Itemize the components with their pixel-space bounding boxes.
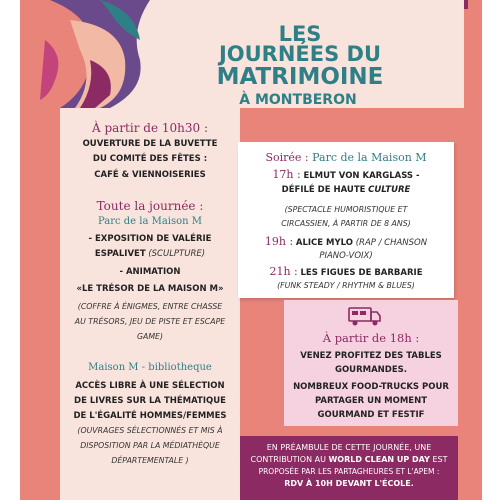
act2-time: 19h : xyxy=(264,235,294,248)
footer-cleanup-day: WORLD CLEAN UP DAY xyxy=(328,455,430,464)
footer-line4: RDV À 10H DEVANT L'ÉCOLE. xyxy=(284,479,414,488)
act1-desc1: (SPECTACLE HUMORISTIQUE ET xyxy=(284,205,408,214)
s1-line1: OUVERTURE DE LA BUVETTE xyxy=(82,139,218,149)
act2-genre: (RAP / CHANSON xyxy=(355,238,428,248)
act2-line2: PIANO-VOIX) xyxy=(319,251,373,261)
s1-time: À partir de 10h30 : xyxy=(92,121,208,135)
s3-line1: ACCÈS LIBRE À UNE SÉLECTION xyxy=(75,381,225,391)
s3-line6: DÉPARTEMENTALE ) xyxy=(111,456,189,465)
soiree-place: Parc de la Maison M xyxy=(312,151,427,164)
s2-line2 xyxy=(60,248,240,261)
s2-line7: GAME) xyxy=(136,332,164,341)
act3-genre: (FUNK STEADY / RHYTHM & BLUES) xyxy=(277,281,415,290)
s2-line3: - ANIMATION xyxy=(119,267,181,277)
women-faces-illustration xyxy=(40,0,158,108)
title-journees: JOURNÉES DU xyxy=(218,42,382,66)
s1-line3: CAFÉ & VIENNOISERIES xyxy=(94,170,206,180)
s1-line2: DU COMITÉ DES FÊTES : xyxy=(92,154,208,164)
act3-time: 21h : xyxy=(269,265,298,278)
act3-name: LES FIGUES DE BARBARIE xyxy=(300,268,423,278)
s2-line4: «LE TRÉSOR DE LA MAISON M» xyxy=(76,284,224,294)
s2-artist-medium: (SCULPTURE) xyxy=(148,249,206,259)
food-time: 18h : xyxy=(389,331,420,345)
act3-line1 xyxy=(238,266,454,280)
s2-heading: Toute la journée : xyxy=(96,199,204,213)
act1-show: DÉFILÉ DE HAUTE xyxy=(281,185,366,195)
act1-desc2: CIRCASSIEN, À PARTIR DE 8 ANS) xyxy=(281,219,411,228)
food-truck-icon xyxy=(348,305,382,327)
food-from-label: À partir de xyxy=(322,331,387,345)
s2-line1: - EXPOSITION DE VALÉRIE xyxy=(88,234,212,244)
s2-place: Parc de la Maison M xyxy=(97,216,203,227)
s3-line2: DE LIVRES SUR LA THÉMATIQUE xyxy=(74,396,226,406)
s3-line4: (OUVRAGES SÉLECTIONNÉS ET MIS À xyxy=(77,426,223,435)
footer-line3: PROPOSÉE PAR LES PARTAGHEURES ET L'APEM : xyxy=(258,467,440,476)
footer-est: EST xyxy=(432,455,448,464)
s3-line3: DE L'ÉGALITÉ HOMMES/FEMMES xyxy=(73,411,227,421)
footer-line2 xyxy=(240,455,458,466)
s3-line5: DISPOSITION PAR LA MÉDIATHÈQUE xyxy=(80,441,220,450)
food-heading xyxy=(284,332,458,345)
food-line3: NOMBREUX FOOD-TRUCKS POUR xyxy=(293,382,449,392)
s2-line5: (COFFRE À ÉNIGMES, ENTRE CHASSE xyxy=(77,302,223,311)
food-line1: VENEZ PROFITEZ DES TABLES xyxy=(300,351,442,361)
title-matrimoine: MATRIMOINE xyxy=(216,64,384,90)
footer-line1: EN PRÉAMBULE DE CETTE JOURNÉE, UNE xyxy=(266,443,432,452)
s3-place: Maison M - bibliotheque xyxy=(88,362,212,373)
act1-time: 17h : xyxy=(272,168,301,181)
act2-name: ALICE MYLO xyxy=(295,238,354,248)
act1-line1 xyxy=(238,169,454,183)
act2-line1 xyxy=(238,236,454,250)
food-line2: GOURMANDES. xyxy=(334,365,407,375)
act1-line2 xyxy=(238,184,454,197)
footer-contrib: CONTRIBUTION AU xyxy=(250,455,326,464)
act1-show-italic: CULTURE xyxy=(368,185,411,195)
soiree-label: Soirée : xyxy=(265,151,309,164)
title-les: LES xyxy=(278,22,322,46)
title-montberon: À MONTBERON xyxy=(239,92,357,108)
soiree-heading xyxy=(238,152,454,165)
food-line5: GOURMAND ET FESTIF xyxy=(317,410,425,420)
food-line4: PARTAGER UN MOMENT xyxy=(314,396,428,406)
act1-name: ELMUT VON KARGLASS - xyxy=(303,171,420,181)
s2-artist: ESPALIVET xyxy=(94,249,146,259)
s2-line6: AU TRÉSORS, JEU DE PISTE ET ESCAPE xyxy=(74,317,226,326)
